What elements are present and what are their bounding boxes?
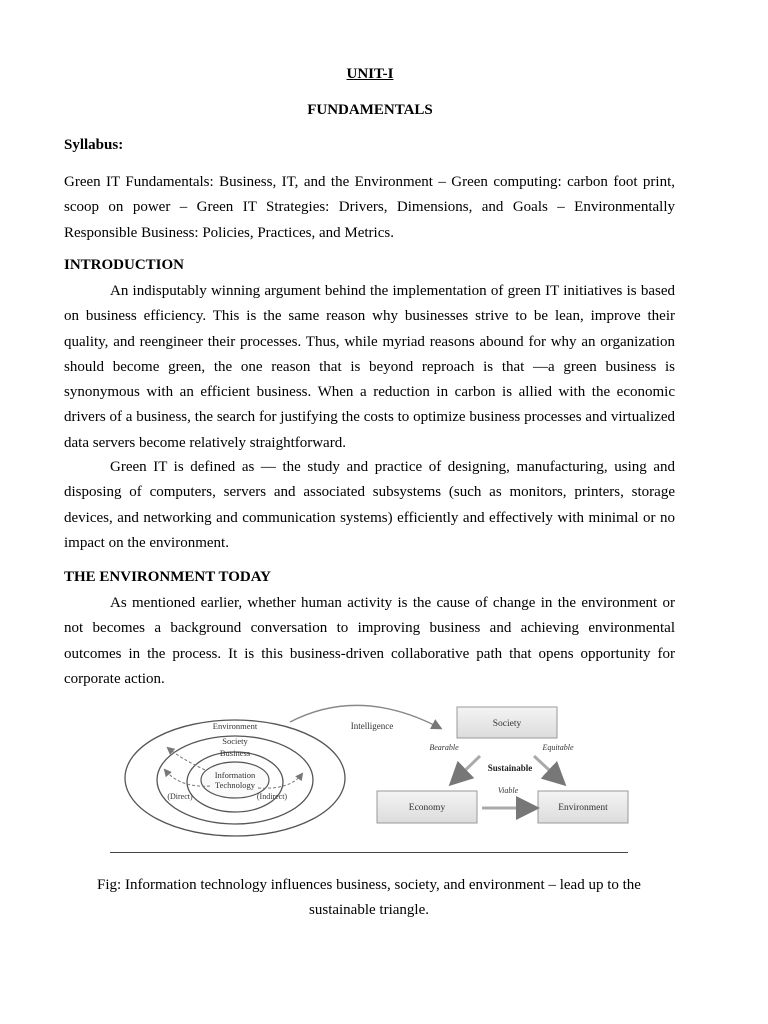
direct-label: (Direct): [167, 792, 193, 801]
environment-today-heading: THE ENVIRONMENT TODAY: [64, 569, 271, 585]
business-ring-label: Business: [219, 748, 251, 758]
bearable-arrow: [453, 756, 480, 782]
viable-label: Viable: [497, 786, 519, 795]
economy-box-label: Economy: [408, 803, 446, 813]
sustainability-figure: [110, 698, 630, 858]
introduction-heading: INTRODUCTION: [64, 257, 185, 273]
syllabus-label: Syllabus:: [64, 137, 124, 153]
equitable-label: Equitable: [542, 743, 574, 752]
bearable-label: Bearable: [429, 743, 459, 752]
environment-today-paragraph: As mentioned earlier, whether human activity is the cause of change in the environment or not becomes a background conversation to improving business and achieving environmental outcomes in the process. It is this business-driven collaborative path that opens opportunity for corporate action.: [64, 595, 675, 687]
syllabus-text: Green IT Fundamentals: Business, IT, and the Environment – Green computing: carbon foot print, scoop on power – Green IT Strategies: Drivers, Dimensions, and Goals – Environmentally Responsible Business: Policies, Practices, and Metrics.: [64, 174, 675, 241]
environment-box-label: Environment: [558, 803, 608, 813]
sustainable-label: Sustainable: [487, 763, 533, 773]
section-title: FUNDAMENTALS: [307, 102, 433, 118]
environment-ring-label: Environment: [212, 721, 258, 731]
core-label-line1: Information: [214, 770, 256, 780]
core-label-line2: Technology: [214, 780, 256, 790]
figure-caption: Fig: Information technology influences business, society, and environment – lead up to the sustainable triangle.: [97, 877, 641, 919]
society-box-label: Society: [492, 719, 522, 729]
figure-divider: [110, 852, 628, 853]
unit-title: UNIT-I: [346, 66, 394, 82]
introduction-paragraph-2: Green IT is defined as — the study and practice of designing, manufacturing, using and disposing of computers, servers and associated subsystems (such as monitors, printers, storage devices, and networking and communication systems) efficiently and effectively with minimal or no impact on the environment.: [64, 459, 675, 551]
introduction-paragraph-1: An indisputably winning argument behind the implementation of green IT initiatives is based on business efficiency. This is the same reason why businesses strive to be lean, improve their quality, and reengineer their processes. Thus, while myriad reasons abound for why an organization should become green, the one reason that is beyond reproach is that —a green business is synonymous with an efficient business. When a reduction in carbon is allied with the economic drivers of a business, the search for justifying the costs to optimize business processes and virtualized data servers become relatively straightforward.: [64, 283, 675, 451]
society-ring-label: Society: [222, 736, 248, 746]
intelligence-label: Intelligence: [350, 721, 394, 731]
equitable-arrow: [534, 756, 562, 782]
indirect-label: (Indirect): [256, 792, 288, 801]
